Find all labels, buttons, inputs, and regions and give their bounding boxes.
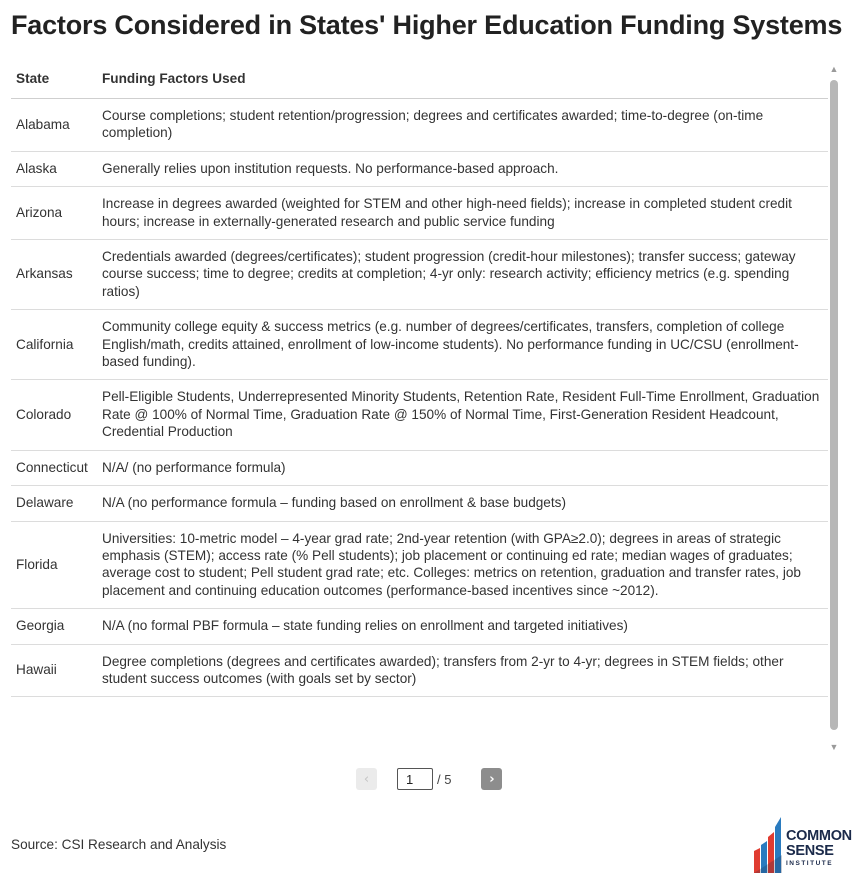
factors-cell: Course completions; student retention/progression; degrees and certificates awarded; time-to-degree (on-time completion) (97, 99, 828, 152)
table-scrollbar[interactable] (829, 64, 839, 752)
state-cell: California (11, 310, 97, 380)
logo-bars-icon (752, 815, 786, 875)
table-row (11, 99, 828, 152)
table-row (11, 240, 828, 310)
table-row (11, 644, 828, 697)
state-cell: Arizona (11, 187, 97, 240)
state-cell: Colorado (11, 380, 97, 450)
state-cell: Georgia (11, 609, 97, 644)
page-total: / 5 (437, 771, 452, 787)
factors-cell: Universities: 10-metric model – 4-year grad rate; 2nd-year retention (with GPA≥2.0); degrees in areas of strategic emphasis (STEM); access rate (% Pell students); job placement or continuing ed rate; median wages of graduates; average cost to student; Pell student grad rate; etc. Colleges: metrics on retention, graduation and transfer rates, job placement and continuing education outcomes (performance-based incentives since ~2012). (97, 521, 828, 609)
page-number-input[interactable] (397, 768, 433, 790)
source-note: Source: CSI Research and Analysis (11, 837, 227, 852)
factors-cell: Pell-Eligible Students, Underrepresented Minority Students, Retention Rate, Resident Full-Time Enrollment, Graduation Rate @ 100% of Normal Time, Graduation Rate @ 150% of Normal Time, First-Generation Resident Headcount, Credential Production (97, 380, 828, 450)
pagination (356, 767, 502, 791)
funding-factors-table (11, 58, 828, 697)
logo-wordmark (786, 829, 852, 868)
factors-cell: N/A (no performance formula – funding based on enrollment & base budgets) (97, 486, 828, 521)
scroll-down-arrow-icon[interactable]: ▼ (829, 742, 839, 752)
previous-page-button[interactable] (356, 768, 377, 790)
table-row (11, 609, 828, 644)
next-page-button[interactable] (481, 768, 502, 790)
logo-line-3: INSTITUTE (786, 860, 834, 867)
state-cell: Alaska (11, 151, 97, 186)
state-cell: Delaware (11, 486, 97, 521)
table-scroll-area[interactable] (11, 58, 828, 752)
logo-line-1: COMMON (786, 828, 852, 844)
scroll-thumb[interactable] (830, 80, 838, 730)
table-row (11, 187, 828, 240)
state-cell: Arkansas (11, 240, 97, 310)
table-row (11, 450, 828, 485)
table-row (11, 486, 828, 521)
table-header-row (11, 58, 828, 99)
state-cell: Florida (11, 521, 97, 609)
table-body (11, 99, 828, 697)
scroll-up-arrow-icon[interactable]: ▲ (829, 64, 839, 74)
factors-cell: Increase in degrees awarded (weighted for STEM and other high-need fields); increase in completed student credit hours; increase in externally-generated research and public service funding (97, 187, 828, 240)
chevron-right-icon: › (489, 771, 495, 787)
state-cell: Connecticut (11, 450, 97, 485)
page-title: Factors Considered in States' Higher Education Funding Systems (11, 10, 843, 40)
factors-cell: Credentials awarded (degrees/certificates); student progression (credit-hour milestones); transfer success; gateway course success; time to degree; credits at completion; 4-yr only: research activity; efficiency metrics (e.g. spending ratios) (97, 240, 828, 310)
logo-line-2: SENSE (786, 843, 834, 859)
table-row (11, 310, 828, 380)
factors-cell: Community college equity & success metrics (e.g. number of degrees/certificates, transfers, completion of college English/math, credits attained, enrollment of low-income students). No performance funding in UC/CSU (enrollment-based funding). (97, 310, 828, 380)
state-cell: Hawaii (11, 644, 97, 697)
common-sense-institute-logo (752, 815, 852, 875)
factors-cell: N/A (no formal PBF formula – state funding relies on enrollment and targeted initiatives) (97, 609, 828, 644)
column-header-factors[interactable]: Funding Factors Used (97, 58, 828, 99)
factors-cell: N/A/ (no performance formula) (97, 450, 828, 485)
table-row (11, 151, 828, 186)
table-row (11, 380, 828, 450)
state-cell: Alabama (11, 99, 97, 152)
chevron-left-icon: ‹ (363, 771, 370, 787)
factors-cell: Generally relies upon institution requests. No performance-based approach. (97, 151, 828, 186)
factors-cell: Degree completions (degrees and certificates awarded); transfers from 2-yr to 4-yr; degrees in STEM fields; other student success outcomes (with goals set by sector) (97, 644, 828, 697)
column-header-state[interactable]: State (11, 58, 97, 99)
table-row (11, 521, 828, 609)
